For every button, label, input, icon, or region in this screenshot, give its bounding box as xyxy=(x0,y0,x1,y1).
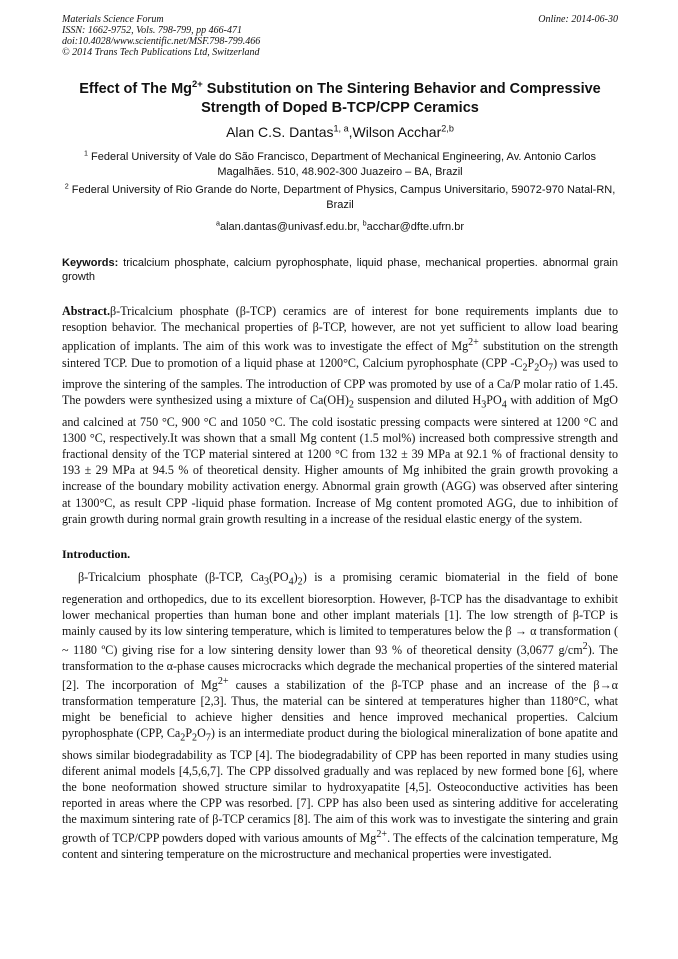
intro-text-3: ) xyxy=(293,570,298,584)
abstract-sub-3: 7 xyxy=(548,361,554,373)
intro-sub-2: 4 xyxy=(288,576,294,588)
abstract-text-3: P xyxy=(527,355,535,370)
intro-sup-3: 2+ xyxy=(376,829,388,841)
author-emails xyxy=(62,221,618,233)
abstract-text-5: ) was used to improve the sintering of the samples. The introduction of CPP was promoted by use of a Ca/P molar ratio of 1.45. The powders were synthesized using a mixture of Ca(OH) xyxy=(62,355,619,408)
journal-issn: ISSN: 1662-9752, Vols. 798-799, pp 466-471 xyxy=(62,25,242,36)
affiliation-1 xyxy=(62,150,618,180)
intro-sub-3: 2 xyxy=(297,576,303,588)
paper-title xyxy=(70,80,610,118)
intro-text-8: O xyxy=(197,726,206,741)
keywords xyxy=(62,256,618,284)
author-separator: , xyxy=(348,124,353,140)
intro-text-4: ) is a promising ceramic biomaterial in the field of bone regeneration and orthopedics, due to its excellent bioresorption. However, β-TCP has the disadvantage to exhibit lower mechanical properties than human bone and other implant materials [1]. The low strength of β-TCP is mainly caused by its low sintering temperature, which is limited to temperatures below the β → α transformation ( ~ 1180 ºC) giving rise for a low sintering density lower than 93 % of theoretical density (3,0677 g/cm xyxy=(62,570,618,657)
intro-text-2: (PO xyxy=(269,570,289,584)
email-b-marker: b xyxy=(362,219,367,228)
abstract-sub-6: 4 xyxy=(501,399,507,411)
abstract-sub-2: 2 xyxy=(534,361,540,373)
intro-text-9: ) is an intermediate product during the biological mineralization of bone apatite and shows similar biodegradability as TCP [4]. The biodegradability of CPP has been reported in many studies using diferent animal models [4,5,6,7]. The CPP dissolved gradually and was replaced by new formed bone [6], where the bone neoformation showed structure similar to hydroxyapatite [4,5]. Osteoconductive activities has been reported in areas where the CPP was resorbed. [7]. CPP has also been used as sintering additive for accelerating the maximum sintering rate of β-TCP ceramics [8]. The aim of this work was to investigate the sintering and grain growth of TCP/CPP powders doped with various amounts of Mg xyxy=(62,726,618,846)
intro-text-10: . The effects of the calcination temperature, Mg content and sintering temperature on the microstructure and mechanical properties were investigated. xyxy=(62,831,619,862)
title-part-2: Substitution on The Sintering Behavior and Compressive Strength of Doped B-TCP/CPP Ceramics xyxy=(201,81,601,116)
author-1: Alan C.S. Dantas xyxy=(226,124,334,140)
affiliation-2-text: Federal University of Rio Grande do Norte, Department of Physics, Campus Universitario, 59072-970 Natal-RN, Brazil xyxy=(68,184,616,211)
affiliation-1-text: Federal University of Vale do São Francisco, Department of Mechanical Engineering, Av. Antonio Carlos Magalhães. 510, 48.902-300 Juazeiro – BA, Brazil xyxy=(87,151,597,178)
abstract-text-6: suspension and diluted H xyxy=(353,393,482,408)
affiliation-2-number: 2 xyxy=(64,182,69,191)
email-a-marker: a xyxy=(215,219,220,228)
keywords-label: Keywords: xyxy=(62,257,119,269)
title-part-1: Effect of The Mg xyxy=(79,81,193,97)
abstract-sub-4: 2 xyxy=(348,399,354,411)
intro-sup-1: 2 xyxy=(582,640,588,652)
journal-name: Materials Science Forum xyxy=(62,14,164,25)
intro-sup-2: 2+ xyxy=(217,676,229,687)
intro-sub-1: 3 xyxy=(264,576,270,588)
keywords-text: tricalcium phosphate, calcium pyrophosphate, liquid phase, mechanical properties. abnormal grain growth xyxy=(62,257,618,283)
intro-text-5: ). The transformation to the α-phase causes microcracks which degrade the mechanical properties of the sintered material [2]. The incorporation of Mg xyxy=(62,642,618,693)
abstract-text-7: PO xyxy=(486,393,502,408)
online-date: Online: 2014-06-30 xyxy=(538,14,618,25)
email-a: alan.dantas@univasf.edu.br, xyxy=(219,221,363,233)
intro-text-7: P xyxy=(185,726,193,741)
author-line xyxy=(60,124,620,140)
intro-text-1: β-Tricalcium phosphate (β-TCP, Ca xyxy=(78,570,265,584)
abstract-text-8: with addition of MgO and calcined at 750 °C, 900 °C and 1050 °C. The cold isostatic pressing compacts were sintered at 1200 °C and 1300 °C, respectively.It was shown that a small Mg content (1.5 mol%) increased both compressive strength and fractional density of the TCP material sintered at 1200 °C from 132 ± 39 MPa at 92.1 % of fractional density to 193 ± 29 MPa at 94.5 % of theoretical density. Higher amounts of Mg inhibited the grain growth provoking a increase of the boundary mobility activation energy. Abnormal grain growth (AGG) was observed after sintering at 1300°C, as result CPP -liquid phase formation. Increase of Mg content promoted AGG, due to inhibition of grain growth during normal grain growth resulting in a increase of the residual elastic energy of the system. xyxy=(62,393,618,526)
abstract-sup-1: 2+ xyxy=(468,337,479,349)
author-2-affil: 2,b xyxy=(441,123,454,134)
abstract-sub-1: 2 xyxy=(522,361,528,373)
intro-sub-6: 7 xyxy=(205,732,211,744)
abstract-text-2: substitution on the strength sintered TCP. Due to promotion of a liquid phase at 1200°C, Calcium pyrophosphate (CPP -C xyxy=(62,339,618,370)
journal-doi: doi:10.4028/www.scientific.net/MSF.798-799.466 xyxy=(62,36,261,47)
author-1-affil: 1, a xyxy=(333,123,349,134)
introduction-paragraph xyxy=(62,569,618,863)
journal-header xyxy=(62,14,618,58)
intro-text-6: causes a stabilization of the β-TCP phase and an increase of the β→α transformation temperature [2,3]. Thus, the material can be sintered at temperatures higher than 1180°C, what might be beneficial to achieve higher densities and hence improved mechanical properties. Calcium pyrophosphate (CPP, Ca xyxy=(62,678,619,741)
abstract-sub-5: 3 xyxy=(481,399,487,411)
intro-sub-5: 2 xyxy=(192,732,198,744)
abstract-text-4: O xyxy=(539,355,549,370)
author-2: Wilson Acchar xyxy=(352,124,442,140)
intro-sub-4: 2 xyxy=(180,732,186,744)
affiliation-1-number: 1 xyxy=(83,149,88,158)
affiliation-2 xyxy=(62,183,618,213)
email-b: acchar@dfte.ufrn.br xyxy=(366,221,464,233)
abstract xyxy=(62,303,618,527)
section-heading-introduction: Introduction. xyxy=(62,547,131,561)
journal-copyright: © 2014 Trans Tech Publications Ltd, Switzerland xyxy=(62,47,260,58)
title-superscript: 2+ xyxy=(192,78,203,90)
abstract-text-1: β-Tricalcium phosphate (β-TCP) ceramics are of interest for bone requirements implants due to resoption behavior. The mechanical properties of β-TCP, however, are not yet sufficient to allow load bearing application of implants. The aim of this work was to investigate the effect of Mg xyxy=(62,304,618,354)
abstract-label: Abstract. xyxy=(62,304,111,318)
